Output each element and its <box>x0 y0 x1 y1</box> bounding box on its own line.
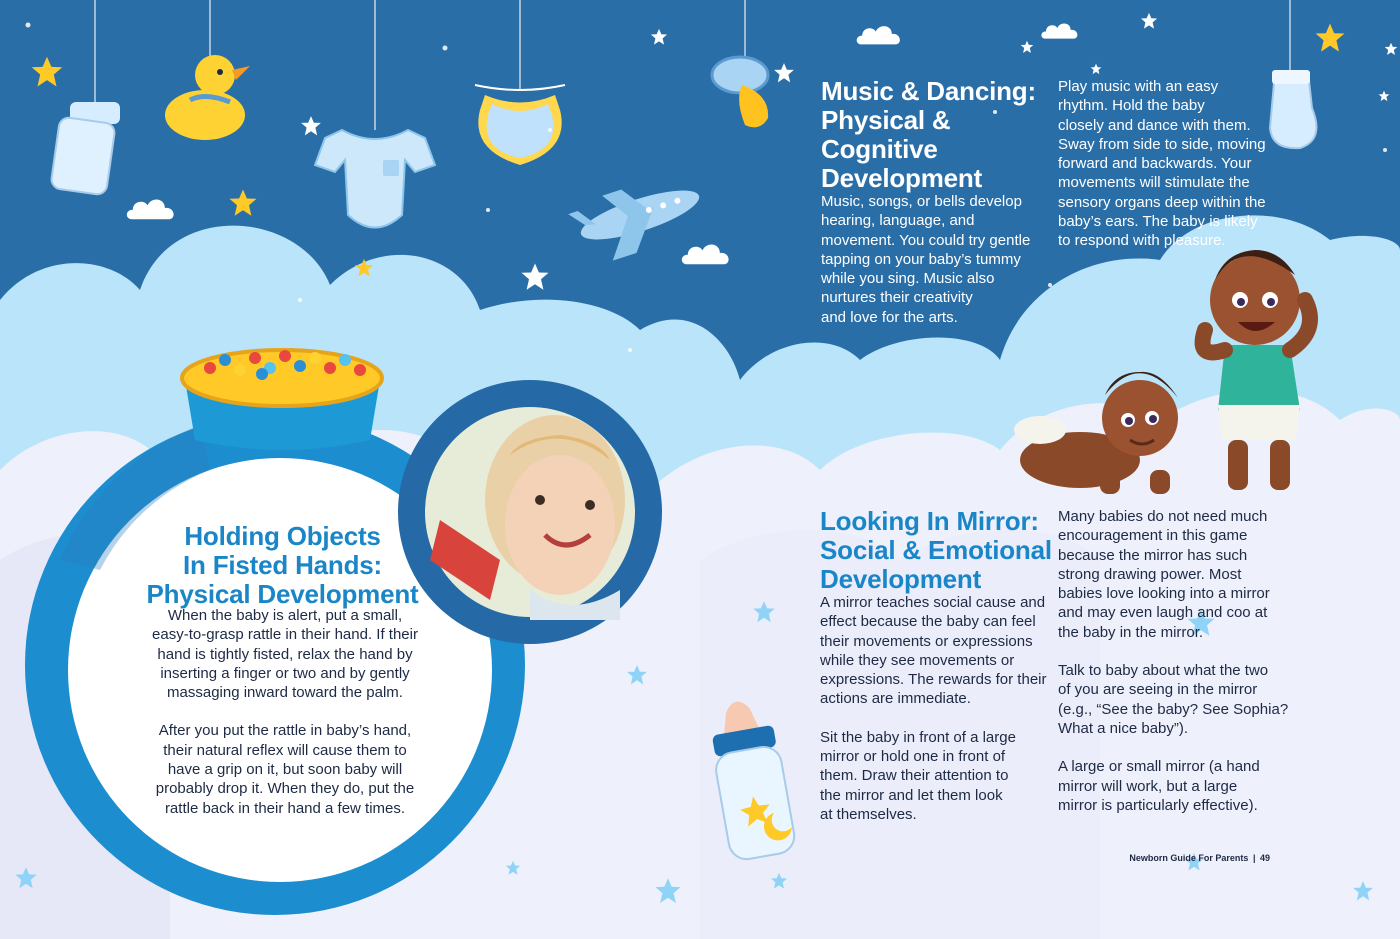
music-section-title: Music & Dancing: Physical & Cognitive Development <box>821 76 1036 193</box>
ball-pit-icon <box>182 350 382 450</box>
footer-page-number: 49 <box>1259 853 1270 863</box>
mirror-paragraph-3: Many babies do not need much encouragement in this game because the mirror has such strong drawing power. Most babies love looking into a mirror and may even laugh and coo at the baby in the mirror. <box>1058 508 1270 641</box>
music-paragraph-1: Music, songs, or bells develop hearing, language, and movement. You could try gentle tapping on your baby’s tummy while you sing. Music also nurtures their creativity and love for the arts. <box>821 193 1031 326</box>
footer-book-title: Newborn Guide For Parents <box>1129 853 1249 863</box>
holding-paragraph-1: When the baby is alert, put a small, easy-to-grasp rattle in their hand. If their hand is tightly fisted, relax the hand by inserting a finger or two and by gently massaging inward toward the palm. <box>152 607 418 702</box>
baby-photo <box>398 380 662 644</box>
music-paragraph-2: Play music with an easy rhythm. Hold the baby closely and dance with them. Sway from side to side, moving forward and backwards. Your movements will stimulate the sensory organs deep within the baby’s ears. The baby is likely to respond with pleasure. <box>1058 78 1266 250</box>
holding-section-title: Holding Objects In Fisted Hands: Physical Development <box>146 521 419 609</box>
mirror-section-title: Looking In Mirror: Social & Emotional Development <box>820 506 1052 594</box>
mirror-paragraph-1: A mirror teaches social cause and effect because the baby can feel their movements or expressions while they see movements or expressions. The rewards for their actions are immediate. <box>820 594 1047 708</box>
mirror-section-text-1 <box>820 593 1060 824</box>
mirror-paragraph-4: Talk to baby about what the two of you are seeing in the mirror (e.g., “See the baby? See Sophia? What a nice baby”). <box>1058 662 1289 737</box>
music-section-text-2 <box>1058 77 1298 251</box>
holding-paragraph-2: After you put the rattle in baby’s hand, their natural reflex will cause them to have a grip on it, but soon baby will probably drop it. When they do, put the rattle back in their hand a few times. <box>155 722 415 817</box>
mirror-section-text-2 <box>1058 507 1303 815</box>
footer-separator: | <box>1252 853 1256 863</box>
holding-section-text <box>140 606 430 818</box>
music-section-text-1 <box>821 192 1056 327</box>
page-footer <box>1129 853 1270 863</box>
mirror-paragraph-5: A large or small mirror (a hand mirror will work, but a large mirror is particularly effective). <box>1058 758 1260 814</box>
mirror-paragraph-2: Sit the baby in front of a large mirror or hold one in front of them. Draw their attention to the mirror and let them look at themselves. <box>820 728 1016 823</box>
